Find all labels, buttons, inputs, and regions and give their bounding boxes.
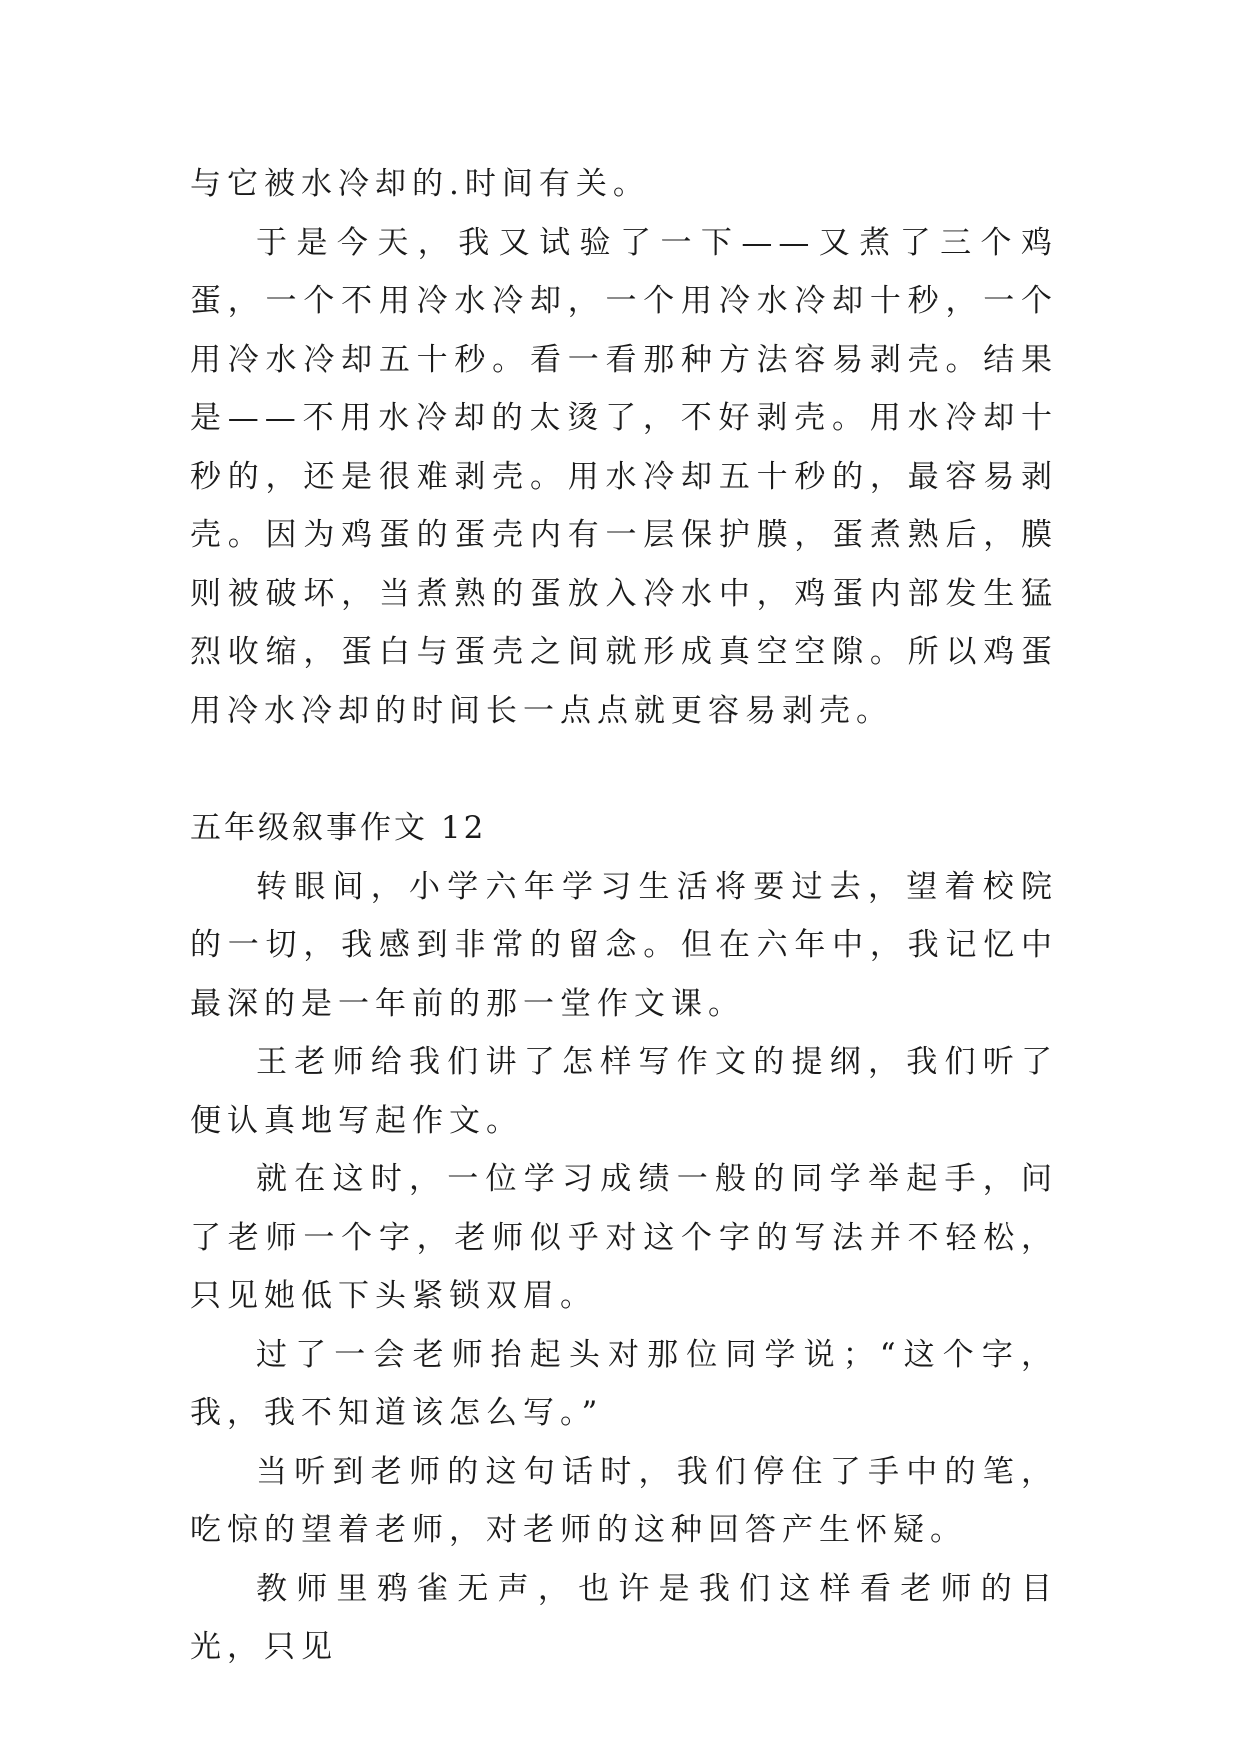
paragraph: 过了一会老师抬起头对那位同学说；“这个字，我，我不知道该怎么写。” (190, 1336, 1058, 1431)
paragraph: 就在这时，一位学习成绩一般的同学举起手，问了老师一个字，老师似乎对这个字的写法并不轻松，只见她低下头紧锁双眉。 (190, 1161, 1058, 1314)
paragraph: 转眼间，小学六年学习生活将要过去，望着校院的一切，我感到非常的留念。但在六年中，我记忆中最深的是一年前的那一堂作文课。 (190, 868, 1058, 1022)
paragraph: 当听到老师的这句话时，我们停住了手中的笔，吃惊的望着老师，对老师的这种回答产生怀疑。 (190, 1453, 1058, 1548)
essay-title: 五年级叙事作文 12 (190, 810, 487, 846)
paragraph-continuation: 与它被水冷却的.时间有关。 (190, 166, 650, 202)
document-body (190, 155, 1058, 1677)
paragraph-egg-experiment: 于是今天，我又试验了一下——又煮了三个鸡蛋，一个不用冷水冷却，一个用冷水冷却十秒，一个用冷水冷却五十秒。看一看那种方法容易剥壳。结果是——不用水冷却的太烫了，不好剥壳。用水冷却十秒的，还是很难剥壳。用水冷却五十秒的，最容易剥壳。因为鸡蛋的蛋壳内有一层保护膜，蛋煮熟后，膜则被破坏，当煮熟的蛋放入冷水中，鸡蛋内部发生猛烈收缩，蛋白与蛋壳之间就形成真空空隙。所以鸡蛋用冷水冷却的时间长一点点就更容易剥壳。 (190, 224, 1058, 729)
paragraph: 教师里鸦雀无声，也许是我们这样看老师的目光，只见 (190, 1570, 1058, 1665)
paragraph: 王老师给我们讲了怎样写作文的提纲，我们听了便认真地写起作文。 (190, 1044, 1058, 1139)
